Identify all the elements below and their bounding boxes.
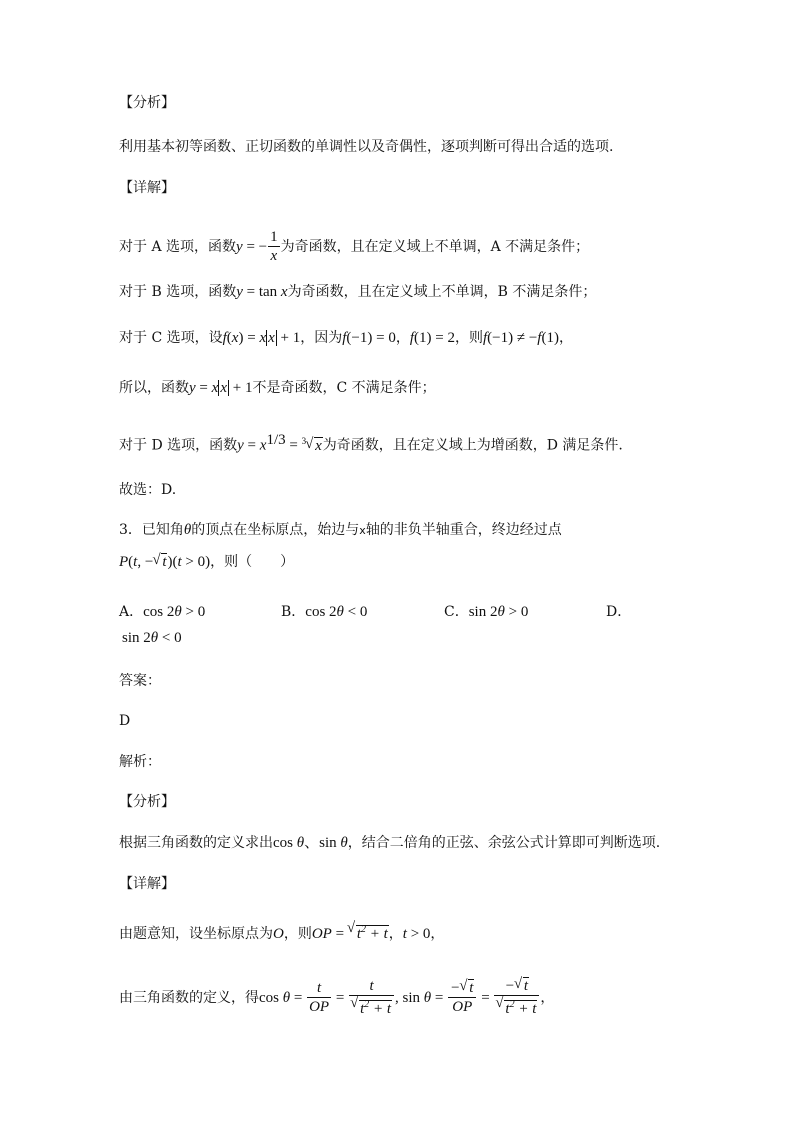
- detail-line-1: 由题意知，设坐标原点为O，则OP = √ $t^2 + t$，t > 0，: [119, 920, 444, 944]
- solution-label: 解析：: [119, 754, 161, 770]
- option-a: A．cos 2θ > 0: [119, 604, 206, 620]
- question-3-stem-line-2: P(t, −√ t)(t > 0)，则（ ）: [119, 552, 294, 572]
- answer-value: D: [119, 713, 131, 729]
- detail-line-2: 由三角函数的定义，得cos θ = $\frac{t}{OP}$ = t √ $t^2 + t$ , sin θ = $\frac{-√ t}{OP}$ = −√ t √ $t^2 + t$ ，: [119, 978, 554, 1018]
- question-3-stem-line-1: 3．已知角θ的顶点在坐标原点，始边与x轴的非负半轴重合，终边经过点: [119, 522, 562, 538]
- detail-header-1: 【详解】: [119, 180, 175, 196]
- option-a-explanation: 对于 A 选项，函数y = − $\frac{1}{x}$ 为奇函数，且在定义域上不单调，A 不满足条件；: [119, 229, 590, 264]
- option-d-explanation: 对于 D 选项，函数$y = x^{1/3} = ^3√$ x为奇函数，且在定义域上为增函数，D 满足条件.: [119, 430, 623, 456]
- analysis-text-1: 利用基本初等函数、正切函数的单调性以及奇偶性，逐项判断可得出合适的选项.: [119, 139, 614, 155]
- option-b: B．cos 2θ < 0: [281, 604, 368, 620]
- analysis-text-2: 根据三角函数的定义求出cos θ、sin θ，结合二倍角的正弦、余弦公式计算即可判断选项.: [119, 835, 661, 851]
- option-c-conclusion: 所以，函数y = x x + 1不是奇函数，C 不满足条件；: [119, 380, 436, 396]
- option-c: C．sin 2θ > 0: [444, 604, 529, 620]
- answer-label: 答案：: [119, 673, 161, 689]
- option-d-value: sin 2θ < 0: [122, 630, 182, 646]
- analysis-header-1: 【分析】: [119, 95, 175, 111]
- option-b-explanation: 对于 B 选项，函数y = tan x为奇函数，且在定义域上不单调，B 不满足条件；: [119, 284, 597, 300]
- option-d-label: D．: [606, 604, 632, 620]
- analysis-header-2: 【分析】: [119, 794, 175, 810]
- option-c-explanation: 对于 C 选项，设f(x) = x x + 1，因为f(−1) = 0，f(1) = 2，则f(−1) ≠ −f(1)，: [119, 330, 573, 346]
- choice-line-1: 故选：D.: [119, 482, 177, 498]
- detail-header-2: 【详解】: [119, 876, 175, 892]
